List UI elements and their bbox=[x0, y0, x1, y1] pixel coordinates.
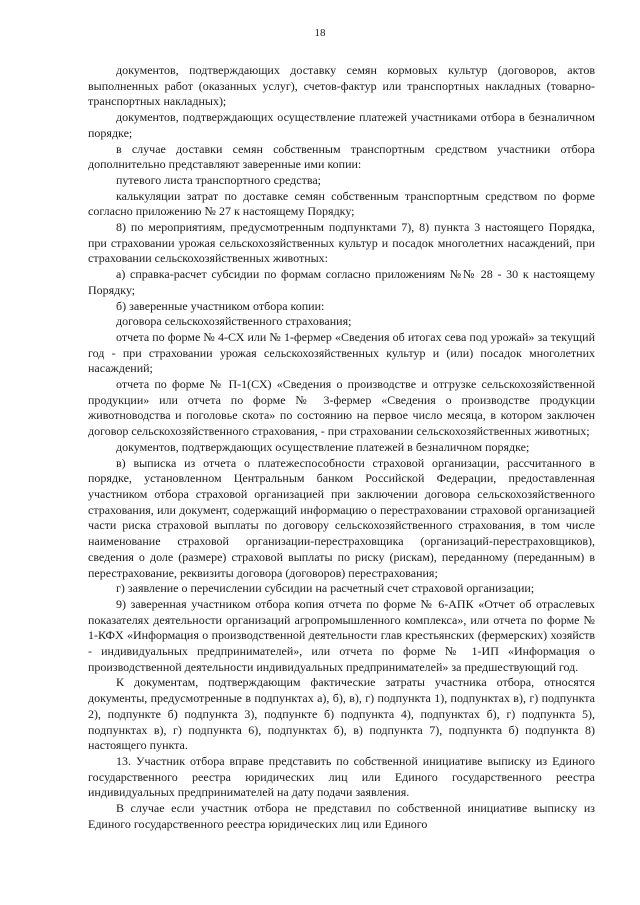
page-number: 18 bbox=[314, 27, 326, 39]
paragraph: г) заявление о перечислении субсидии на расчетный счет страховой организации; bbox=[116, 581, 535, 596]
document-body bbox=[88, 63, 595, 832]
paragraph: в) выписка из отчета о платежеспособности страховой организации, рассчитанного в порядке, установленном Центральным банком Российской Федерации, предоставленная участником отбора страховой организацией при заключении договора сельскохозяйственного страхования, или документ, содержащий информацию о перестраховании страховой организацией части риска страховой выплаты по договору сельскохозяйственного страхования, в том числе наименование страховой организации-перестраховщика (организаций-перестраховщиков), сведения о доле (размере) страховой выплаты по риску (рискам), переданному (переданным) в перестрахование, реквизиты договора (договоров) перестрахования; bbox=[88, 455, 595, 580]
paragraph: калькуляции затрат по доставке семян собственным транспортным средством по форме согласно приложению № 27 к настоящему Порядку; bbox=[88, 188, 595, 219]
paragraph: путевого листа транспортного средства; bbox=[116, 172, 322, 187]
paragraph: документов, подтверждающих доставку семян кормовых культур (договоров, актов выполненных работ (оказанных услуг), счетов-фактур или транспортных накладных (товарно-транспортных накладных); bbox=[88, 63, 595, 109]
paragraph: а) справка-расчет субсидии по формам согласно приложениям №№ 28 - 30 к настоящему Порядку; bbox=[88, 267, 595, 297]
paragraph: В случае если участник отбора не представил по собственной инициативе выписку из Единого государственного реестра юридических лиц или Единого bbox=[88, 801, 595, 831]
paragraph: документов, подтверждающих осуществление платежей участниками отбора в безналичном порядке; bbox=[88, 110, 595, 140]
paragraph: отчета по форме № 4-СХ или № 1-фермер «Сведения об итогах сева под урожай» за текущий год - при страховании урожая сельскохозяйственных культур и (или) посадок многолетних насаждений; bbox=[88, 329, 595, 376]
paragraph: 13. Участник отбора вправе представить по собственной инициативе выписку из Единого государственного реестра юридических лиц или Единого государственного реестра индивидуальных предпринимателей на дату подачи заявления. bbox=[88, 753, 595, 800]
paragraph: договора сельскохозяйственного страхования; bbox=[116, 314, 352, 329]
paragraph: 9) заверенная участником отбора копия отчета по форме № 6-АПК «Отчет об отраслевых показателях деятельности организаций агропромышленного комплекса», или отчета по форме № 1-КФХ «Информация о производственной деятельности глав крестьянских (фермерских) хозяйств - индивидуальных предпринимателей», или отчета по форме № 1-ИП «Информация о производственной деятельности индивидуальных предпринимателей» за предшествующий год. bbox=[88, 596, 595, 674]
paragraph: в случае доставки семян собственным транспортным средством участники отбора дополнительно представляют заверенные ими копии: bbox=[88, 141, 595, 172]
paragraph: документов, подтверждающих осуществление платежей в безналичном порядке; bbox=[116, 439, 530, 454]
paragraph: б) заверенные участником отбора копии: bbox=[116, 298, 325, 313]
paragraph: К документам, подтверждающим фактические затраты участника отбора, относятся документы, предусмотренные в подпунктах а), б), в), г) подпункта 1), подпунктах в), г) подпункта 2), подпункте б) подпункта 3), подпункте б) подпункта 4), подпунктах б), г) подпункта 5), подпунктах в), г) подпункта 6), подпунктах б), в) подпункта 7), подпункта б) подпункта 8) настоящего пункта. bbox=[88, 675, 595, 753]
paragraph: 8) по мероприятиям, предусмотренным подпунктами 7), 8) пункта 3 настоящего Порядка, при страховании урожая сельскохозяйственных культур и посадок многолетних насаждений, при страховании сельскохозяйственных животных: bbox=[88, 220, 595, 266]
paragraph: отчета по форме № П-1(СХ) «Сведения о производстве и отгрузке сельскохозяйственной продукции» или отчета по форме № 3-фермер «Сведения о производстве продукции животноводства и поголовье скота» по состоянию на первое число месяца, в котором заключен договор сельскохозяйственного страхования, - при страховании сельскохозяйственных животных; bbox=[88, 377, 595, 439]
